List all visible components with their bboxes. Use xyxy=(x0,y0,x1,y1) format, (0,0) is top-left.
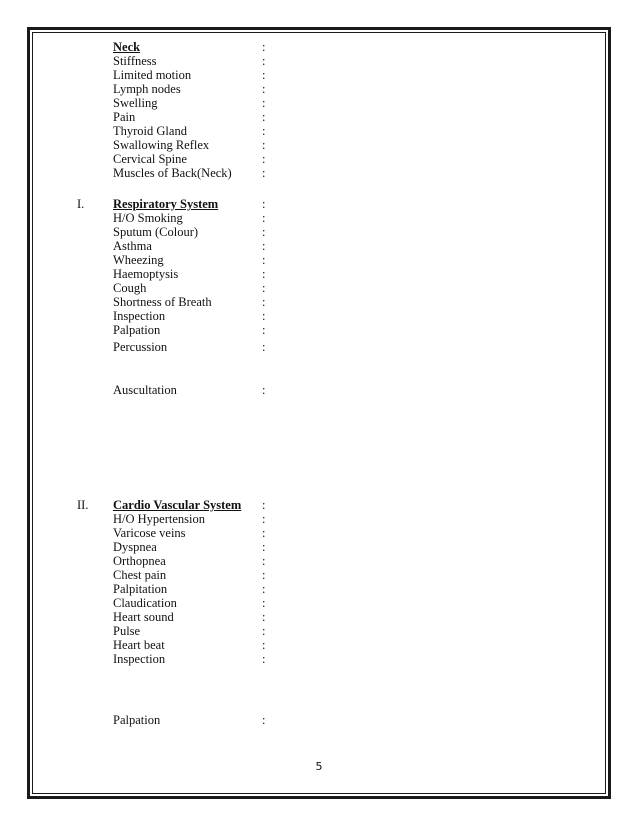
form-field-label: Claudication xyxy=(113,596,177,610)
colon-separator: : xyxy=(262,54,266,68)
form-field-label: Chest pain xyxy=(113,568,167,582)
colon-separator: : xyxy=(262,624,266,638)
colon-separator: : xyxy=(262,554,266,568)
form-field-label: Wheezing xyxy=(113,253,164,267)
colon-separator: : xyxy=(262,610,266,624)
colon-separator: : xyxy=(262,110,266,124)
form-field-label: Pulse xyxy=(113,624,141,638)
colon-separator: : xyxy=(262,540,266,554)
form-field-label: Limited motion xyxy=(113,68,192,82)
colon-separator: : xyxy=(262,652,266,666)
colon-separator: : xyxy=(262,383,266,397)
colon-separator: : xyxy=(262,152,266,166)
colon-separator: : xyxy=(262,638,266,652)
form-field-label: Heart sound xyxy=(113,610,174,624)
form-field-label: Asthma xyxy=(113,239,152,253)
form-field-label: Palpation xyxy=(113,713,161,727)
form-field-label: Percussion xyxy=(113,340,168,354)
form-field-label: Stiffness xyxy=(113,54,157,68)
form-field-label: Inspection xyxy=(113,309,166,323)
form-field-label: Swelling xyxy=(113,96,158,110)
colon-separator: : xyxy=(262,323,266,337)
colon-separator: : xyxy=(262,713,266,727)
form-field-label: Swallowing Reflex xyxy=(113,138,210,152)
form-field-label: Dyspnea xyxy=(113,540,157,554)
form-field-label: Cervical Spine xyxy=(113,152,187,166)
colon-separator: : xyxy=(262,267,266,281)
colon-separator: : xyxy=(262,225,266,239)
form-field-label: Sputum (Colour) xyxy=(113,225,199,239)
form-field-label: Thyroid Gland xyxy=(113,124,187,138)
form-field-label: H/O Hypertension xyxy=(113,512,205,526)
form-field-label: Haemoptysis xyxy=(113,267,179,281)
page-number: 5 xyxy=(315,760,323,773)
colon-separator: : xyxy=(262,166,266,180)
colon-separator: : xyxy=(262,82,266,96)
colon-separator: : xyxy=(262,295,266,309)
section-numeral: II. xyxy=(77,498,89,512)
form-field-label: Heart beat xyxy=(113,638,165,652)
colon-separator: : xyxy=(262,340,266,354)
colon-separator: : xyxy=(262,309,266,323)
colon-separator: : xyxy=(262,68,266,82)
form-field-label: H/O Smoking xyxy=(113,211,183,225)
section-heading: Neck xyxy=(113,40,141,54)
section-heading: Respiratory System xyxy=(113,197,219,211)
colon-separator: : xyxy=(262,526,266,540)
colon-separator: : xyxy=(262,197,266,211)
colon-separator: : xyxy=(262,568,266,582)
form-field-label: Cough xyxy=(113,281,147,295)
colon-separator: : xyxy=(262,512,266,526)
colon-separator: : xyxy=(262,281,266,295)
form-field-label: Auscultation xyxy=(113,383,177,397)
form-field-label: Pain xyxy=(113,110,136,124)
form-field-label: Palpitation xyxy=(113,582,168,596)
form-field-label: Palpation xyxy=(113,323,161,337)
section-heading: Cardio Vascular System xyxy=(113,498,242,512)
form-field-label: Varicose veins xyxy=(113,526,186,540)
colon-separator: : xyxy=(262,596,266,610)
colon-separator: : xyxy=(262,96,266,110)
form-field-label: Inspection xyxy=(113,652,166,666)
form-field-label: Orthopnea xyxy=(113,554,166,568)
colon-separator: : xyxy=(262,498,266,512)
colon-separator: : xyxy=(262,253,266,267)
form-field-label: Lymph nodes xyxy=(113,82,181,96)
colon-separator: : xyxy=(262,239,266,253)
colon-separator: : xyxy=(262,138,266,152)
form-field-label: Shortness of Breath xyxy=(113,295,212,309)
form-field-label: Muscles of Back(Neck) xyxy=(113,166,232,180)
colon-separator: : xyxy=(262,582,266,596)
colon-separator: : xyxy=(262,124,266,138)
section-numeral: I. xyxy=(77,197,85,211)
colon-separator: : xyxy=(262,40,266,54)
colon-separator: : xyxy=(262,211,266,225)
